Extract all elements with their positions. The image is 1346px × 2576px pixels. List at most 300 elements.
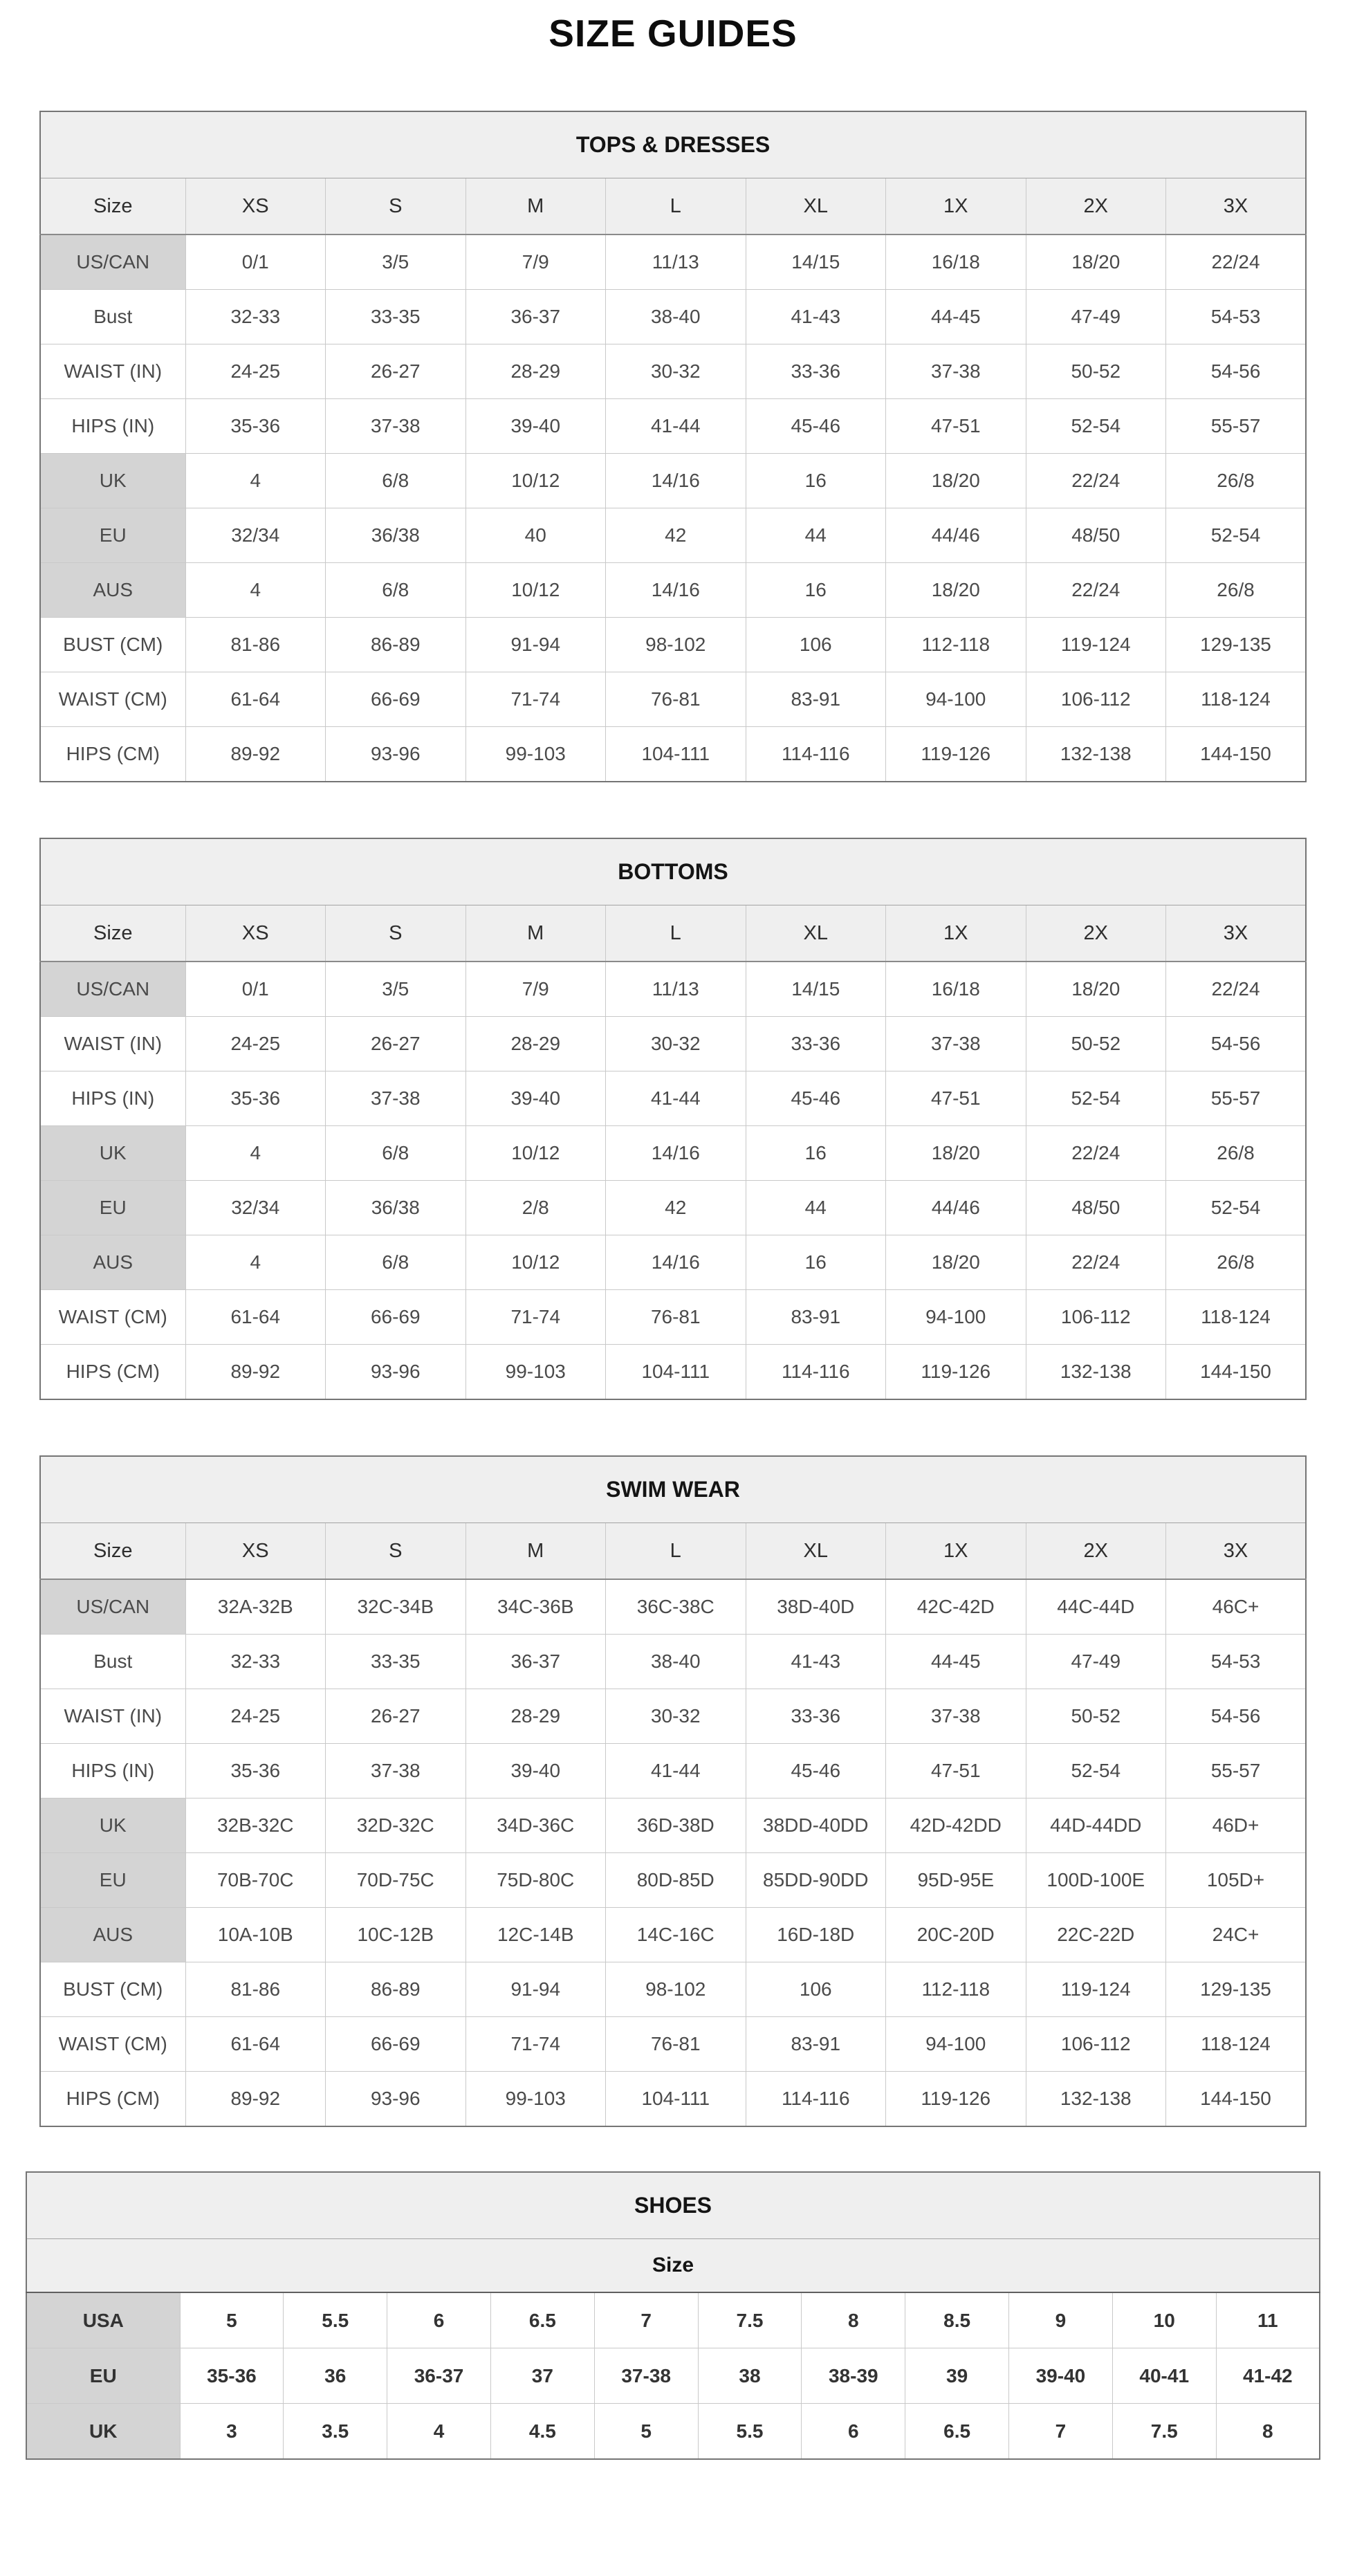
size-value-cell: 18/20 bbox=[886, 1235, 1026, 1290]
size-value-cell: 85DD-90DD bbox=[746, 1853, 886, 1908]
tops-dresses-row-label-5: EU bbox=[40, 508, 185, 563]
size-table-swim-wear bbox=[39, 1455, 1307, 2127]
table-row bbox=[40, 618, 1306, 672]
size-value-cell: 28-29 bbox=[465, 344, 606, 399]
size-value-cell: 37-38 bbox=[886, 1017, 1026, 1071]
size-value-cell: 70D-75C bbox=[326, 1853, 466, 1908]
table-row bbox=[40, 1126, 1306, 1181]
size-value-cell: 22/24 bbox=[1026, 563, 1166, 618]
size-value-cell: 47-51 bbox=[886, 399, 1026, 454]
table-row bbox=[40, 2017, 1306, 2072]
tops-dresses-column-header-3: M bbox=[465, 178, 606, 235]
size-value-cell: 28-29 bbox=[465, 1017, 606, 1071]
size-table-bottoms bbox=[39, 838, 1307, 1400]
table-row bbox=[40, 508, 1306, 563]
size-value-cell: 46D+ bbox=[1166, 1798, 1307, 1853]
size-value-cell: 93-96 bbox=[326, 2072, 466, 2127]
size-value-cell: 42 bbox=[606, 1181, 746, 1235]
size-value-cell: 3.5 bbox=[284, 2404, 387, 2460]
swim-wear-row-label-4: UK bbox=[40, 1798, 185, 1853]
size-value-cell: 37-38 bbox=[886, 344, 1026, 399]
shoes-row-label-2: UK bbox=[26, 2404, 180, 2460]
size-value-cell: 36C-38C bbox=[606, 1579, 746, 1635]
size-value-cell: 18/20 bbox=[886, 1126, 1026, 1181]
size-value-cell: 24-25 bbox=[185, 1017, 326, 1071]
size-value-cell: 144-150 bbox=[1166, 2072, 1307, 2127]
swim-wear-column-header-4: L bbox=[606, 1523, 746, 1580]
size-value-cell: 39-40 bbox=[465, 1744, 606, 1798]
size-value-cell: 41-44 bbox=[606, 1071, 746, 1126]
size-value-cell: 76-81 bbox=[606, 672, 746, 727]
size-value-cell: 4 bbox=[185, 563, 326, 618]
size-value-cell: 52-54 bbox=[1026, 1071, 1166, 1126]
size-value-cell: 38D-40D bbox=[746, 1579, 886, 1635]
size-value-cell: 118-124 bbox=[1166, 2017, 1307, 2072]
size-value-cell: 35-36 bbox=[180, 2348, 284, 2404]
size-value-cell: 37-38 bbox=[326, 1071, 466, 1126]
size-value-cell: 30-32 bbox=[606, 1017, 746, 1071]
size-value-cell: 14/16 bbox=[606, 454, 746, 508]
size-value-cell: 104-111 bbox=[606, 1345, 746, 1400]
size-value-cell: 104-111 bbox=[606, 727, 746, 782]
size-value-cell: 100D-100E bbox=[1026, 1853, 1166, 1908]
size-value-cell: 37-38 bbox=[886, 1689, 1026, 1744]
bottoms-table-title: BOTTOMS bbox=[40, 838, 1306, 905]
size-value-cell: 81-86 bbox=[185, 618, 326, 672]
size-value-cell: 24-25 bbox=[185, 1689, 326, 1744]
size-value-cell: 5.5 bbox=[698, 2404, 802, 2460]
table-row bbox=[40, 672, 1306, 727]
size-value-cell: 20C-20D bbox=[886, 1908, 1026, 1962]
table-row bbox=[40, 1908, 1306, 1962]
size-value-cell: 38-39 bbox=[802, 2348, 905, 2404]
tops-dresses-column-header-1: XS bbox=[185, 178, 326, 235]
size-value-cell: 37-38 bbox=[594, 2348, 698, 2404]
size-value-cell: 22/24 bbox=[1166, 962, 1307, 1017]
tops-dresses-row-label-2: WAIST (IN) bbox=[40, 344, 185, 399]
size-value-cell: 47-49 bbox=[1026, 290, 1166, 344]
size-value-cell: 32-33 bbox=[185, 1635, 326, 1689]
size-value-cell: 7/9 bbox=[465, 962, 606, 1017]
bottoms-column-header-0: Size bbox=[40, 905, 185, 962]
swim-wear-row-label-1: Bust bbox=[40, 1635, 185, 1689]
size-value-cell: 55-57 bbox=[1166, 1744, 1307, 1798]
size-value-cell: 6/8 bbox=[326, 563, 466, 618]
size-value-cell: 8.5 bbox=[905, 2292, 1009, 2348]
bottoms-column-header-8: 3X bbox=[1166, 905, 1307, 962]
size-value-cell: 32B-32C bbox=[185, 1798, 326, 1853]
size-value-cell: 86-89 bbox=[326, 1962, 466, 2017]
size-value-cell: 94-100 bbox=[886, 1290, 1026, 1345]
size-value-cell: 114-116 bbox=[746, 1345, 886, 1400]
size-value-cell: 89-92 bbox=[185, 2072, 326, 2127]
table-row bbox=[40, 1345, 1306, 1400]
size-value-cell: 32-33 bbox=[185, 290, 326, 344]
swim-wear-row-label-0: US/CAN bbox=[40, 1579, 185, 1635]
size-value-cell: 8 bbox=[802, 2292, 905, 2348]
size-value-cell: 89-92 bbox=[185, 1345, 326, 1400]
size-value-cell: 37-38 bbox=[326, 399, 466, 454]
size-value-cell: 91-94 bbox=[465, 1962, 606, 2017]
bottoms-row-label-7: HIPS (CM) bbox=[40, 1345, 185, 1400]
size-value-cell: 16 bbox=[746, 563, 886, 618]
size-value-cell: 12C-14B bbox=[465, 1908, 606, 1962]
table-row bbox=[40, 1181, 1306, 1235]
size-header-row bbox=[40, 1523, 1306, 1580]
size-value-cell: 47-51 bbox=[886, 1071, 1026, 1126]
size-value-cell: 52-54 bbox=[1026, 399, 1166, 454]
size-value-cell: 36 bbox=[284, 2348, 387, 2404]
size-value-cell: 37 bbox=[490, 2348, 594, 2404]
size-value-cell: 4 bbox=[185, 454, 326, 508]
size-value-cell: 38-40 bbox=[606, 290, 746, 344]
size-value-cell: 50-52 bbox=[1026, 1017, 1166, 1071]
size-value-cell: 39 bbox=[905, 2348, 1009, 2404]
size-value-cell: 106 bbox=[746, 1962, 886, 2017]
bottoms-row-label-5: AUS bbox=[40, 1235, 185, 1290]
size-value-cell: 4 bbox=[387, 2404, 491, 2460]
size-value-cell: 48/50 bbox=[1026, 1181, 1166, 1235]
size-value-cell: 38-40 bbox=[606, 1635, 746, 1689]
size-value-cell: 48/50 bbox=[1026, 508, 1166, 563]
size-value-cell: 129-135 bbox=[1166, 618, 1307, 672]
size-value-cell: 16/18 bbox=[886, 962, 1026, 1017]
size-value-cell: 11 bbox=[1216, 2292, 1320, 2348]
table-title-row bbox=[26, 2172, 1320, 2239]
swim-wear-row-label-2: WAIST (IN) bbox=[40, 1689, 185, 1744]
size-value-cell: 41-44 bbox=[606, 399, 746, 454]
size-value-cell: 129-135 bbox=[1166, 1962, 1307, 2017]
size-value-cell: 6.5 bbox=[490, 2292, 594, 2348]
size-value-cell: 71-74 bbox=[465, 2017, 606, 2072]
size-value-cell: 33-35 bbox=[326, 1635, 466, 1689]
size-value-cell: 114-116 bbox=[746, 727, 886, 782]
size-value-cell: 35-36 bbox=[185, 399, 326, 454]
size-value-cell: 95D-95E bbox=[886, 1853, 1026, 1908]
size-value-cell: 4.5 bbox=[490, 2404, 594, 2460]
size-guides-page bbox=[0, 11, 1346, 2460]
page-title: SIZE GUIDES bbox=[548, 12, 798, 55]
size-value-cell: 46C+ bbox=[1166, 1579, 1307, 1635]
table-row bbox=[40, 454, 1306, 508]
size-value-cell: 14/16 bbox=[606, 1126, 746, 1181]
size-value-cell: 44-45 bbox=[886, 290, 1026, 344]
size-value-cell: 33-36 bbox=[746, 344, 886, 399]
size-value-cell: 83-91 bbox=[746, 1290, 886, 1345]
size-value-cell: 26/8 bbox=[1166, 1235, 1307, 1290]
size-value-cell: 45-46 bbox=[746, 1744, 886, 1798]
table-row bbox=[26, 2348, 1320, 2404]
size-value-cell: 6 bbox=[387, 2292, 491, 2348]
tops-dresses-column-header-5: XL bbox=[746, 178, 886, 235]
size-value-cell: 32/34 bbox=[185, 508, 326, 563]
swim-wear-row-label-7: BUST (CM) bbox=[40, 1962, 185, 2017]
size-value-cell: 81-86 bbox=[185, 1962, 326, 2017]
size-value-cell: 55-57 bbox=[1166, 399, 1307, 454]
size-value-cell: 83-91 bbox=[746, 672, 886, 727]
size-value-cell: 70B-70C bbox=[185, 1853, 326, 1908]
size-value-cell: 47-51 bbox=[886, 1744, 1026, 1798]
table-row bbox=[40, 290, 1306, 344]
size-value-cell: 22/24 bbox=[1026, 454, 1166, 508]
size-table-shoes bbox=[26, 2171, 1320, 2460]
size-value-cell: 119-124 bbox=[1026, 1962, 1166, 2017]
size-value-cell: 41-43 bbox=[746, 1635, 886, 1689]
size-value-cell: 10C-12B bbox=[326, 1908, 466, 1962]
size-value-cell: 76-81 bbox=[606, 1290, 746, 1345]
size-value-cell: 94-100 bbox=[886, 672, 1026, 727]
size-value-cell: 7 bbox=[1009, 2404, 1113, 2460]
size-value-cell: 6 bbox=[802, 2404, 905, 2460]
size-value-cell: 132-138 bbox=[1026, 727, 1166, 782]
size-value-cell: 35-36 bbox=[185, 1071, 326, 1126]
size-value-cell: 34D-36C bbox=[465, 1798, 606, 1853]
size-value-cell: 6/8 bbox=[326, 1126, 466, 1181]
size-value-cell: 105D+ bbox=[1166, 1853, 1307, 1908]
size-value-cell: 36-37 bbox=[387, 2348, 491, 2404]
table-row bbox=[40, 1017, 1306, 1071]
size-value-cell: 24-25 bbox=[185, 344, 326, 399]
size-value-cell: 33-36 bbox=[746, 1689, 886, 1744]
size-value-cell: 32A-32B bbox=[185, 1579, 326, 1635]
size-header-row bbox=[40, 905, 1306, 962]
size-value-cell: 36D-38D bbox=[606, 1798, 746, 1853]
size-value-cell: 14/15 bbox=[746, 234, 886, 290]
size-value-cell: 16 bbox=[746, 454, 886, 508]
size-value-cell: 26-27 bbox=[326, 344, 466, 399]
size-value-cell: 112-118 bbox=[886, 618, 1026, 672]
size-value-cell: 7 bbox=[594, 2292, 698, 2348]
size-value-cell: 16 bbox=[746, 1235, 886, 1290]
size-value-cell: 38DD-40DD bbox=[746, 1798, 886, 1853]
tops-dresses-column-header-0: Size bbox=[40, 178, 185, 235]
size-value-cell: 14/15 bbox=[746, 962, 886, 1017]
size-value-cell: 44D-44DD bbox=[1026, 1798, 1166, 1853]
tops-dresses-row-label-6: AUS bbox=[40, 563, 185, 618]
table-row bbox=[26, 2404, 1320, 2460]
size-value-cell: 106-112 bbox=[1026, 1290, 1166, 1345]
bottoms-column-header-6: 1X bbox=[886, 905, 1026, 962]
size-value-cell: 14/16 bbox=[606, 563, 746, 618]
size-value-cell: 10/12 bbox=[465, 454, 606, 508]
table-row bbox=[40, 727, 1306, 782]
size-value-cell: 80D-85D bbox=[606, 1853, 746, 1908]
table-title-row bbox=[40, 1456, 1306, 1523]
bottoms-row-label-1: WAIST (IN) bbox=[40, 1017, 185, 1071]
size-value-cell: 10A-10B bbox=[185, 1908, 326, 1962]
size-value-cell: 6/8 bbox=[326, 454, 466, 508]
size-value-cell: 2/8 bbox=[465, 1181, 606, 1235]
size-value-cell: 52-54 bbox=[1026, 1744, 1166, 1798]
size-value-cell: 119-124 bbox=[1026, 618, 1166, 672]
table-row bbox=[40, 2072, 1306, 2127]
size-value-cell: 3/5 bbox=[326, 234, 466, 290]
size-value-cell: 71-74 bbox=[465, 672, 606, 727]
size-value-cell: 45-46 bbox=[746, 1071, 886, 1126]
table-row bbox=[40, 1853, 1306, 1908]
swim-wear-column-header-7: 2X bbox=[1026, 1523, 1166, 1580]
size-value-cell: 61-64 bbox=[185, 2017, 326, 2072]
swim-wear-row-label-8: WAIST (CM) bbox=[40, 2017, 185, 2072]
size-value-cell: 118-124 bbox=[1166, 672, 1307, 727]
bottoms-row-label-2: HIPS (IN) bbox=[40, 1071, 185, 1126]
tops-dresses-column-header-7: 2X bbox=[1026, 178, 1166, 235]
table-row bbox=[40, 1962, 1306, 2017]
size-value-cell: 32C-34B bbox=[326, 1579, 466, 1635]
size-value-cell: 76-81 bbox=[606, 2017, 746, 2072]
size-value-cell: 36/38 bbox=[326, 1181, 466, 1235]
size-value-cell: 4 bbox=[185, 1126, 326, 1181]
size-value-cell: 26/8 bbox=[1166, 563, 1307, 618]
size-value-cell: 8 bbox=[1216, 2404, 1320, 2460]
size-value-cell: 99-103 bbox=[465, 1345, 606, 1400]
size-value-cell: 119-126 bbox=[886, 1345, 1026, 1400]
size-value-cell: 22/24 bbox=[1026, 1235, 1166, 1290]
tops-dresses-row-label-1: Bust bbox=[40, 290, 185, 344]
table-row bbox=[40, 1635, 1306, 1689]
size-value-cell: 26-27 bbox=[326, 1017, 466, 1071]
tops-dresses-row-label-9: HIPS (CM) bbox=[40, 727, 185, 782]
size-value-cell: 104-111 bbox=[606, 2072, 746, 2127]
size-value-cell: 75D-80C bbox=[465, 1853, 606, 1908]
size-value-cell: 38 bbox=[698, 2348, 802, 2404]
size-value-cell: 66-69 bbox=[326, 1290, 466, 1345]
size-value-cell: 5 bbox=[180, 2292, 284, 2348]
size-value-cell: 132-138 bbox=[1026, 1345, 1166, 1400]
swim-wear-column-header-8: 3X bbox=[1166, 1523, 1307, 1580]
size-value-cell: 98-102 bbox=[606, 618, 746, 672]
size-value-cell: 66-69 bbox=[326, 2017, 466, 2072]
table-row bbox=[40, 962, 1306, 1017]
size-value-cell: 99-103 bbox=[465, 2072, 606, 2127]
size-value-cell: 44C-44D bbox=[1026, 1579, 1166, 1635]
size-value-cell: 45-46 bbox=[746, 399, 886, 454]
table-title-row bbox=[40, 111, 1306, 178]
size-value-cell: 18/20 bbox=[886, 563, 1026, 618]
swim-wear-row-label-5: EU bbox=[40, 1853, 185, 1908]
tops-dresses-column-header-4: L bbox=[606, 178, 746, 235]
size-value-cell: 22C-22D bbox=[1026, 1908, 1166, 1962]
size-value-cell: 54-53 bbox=[1166, 1635, 1307, 1689]
size-value-cell: 44/46 bbox=[886, 1181, 1026, 1235]
shoes-table-title: SHOES bbox=[26, 2172, 1320, 2239]
swim-wear-row-label-9: HIPS (CM) bbox=[40, 2072, 185, 2127]
size-value-cell: 118-124 bbox=[1166, 1290, 1307, 1345]
shoes-row-label-1: EU bbox=[26, 2348, 180, 2404]
size-value-cell: 18/20 bbox=[886, 454, 1026, 508]
size-value-cell: 132-138 bbox=[1026, 2072, 1166, 2127]
size-value-cell: 26/8 bbox=[1166, 1126, 1307, 1181]
size-value-cell: 10/12 bbox=[465, 1235, 606, 1290]
size-value-cell: 39-40 bbox=[465, 399, 606, 454]
size-value-cell: 89-92 bbox=[185, 727, 326, 782]
size-value-cell: 66-69 bbox=[326, 672, 466, 727]
size-value-cell: 11/13 bbox=[606, 234, 746, 290]
size-value-cell: 44-45 bbox=[886, 1635, 1026, 1689]
table-row bbox=[40, 1235, 1306, 1290]
table-row bbox=[40, 1290, 1306, 1345]
size-value-cell: 39-40 bbox=[465, 1071, 606, 1126]
size-value-cell: 4 bbox=[185, 1235, 326, 1290]
table-title-row bbox=[40, 838, 1306, 905]
table-row bbox=[40, 344, 1306, 399]
swim-wear-row-label-6: AUS bbox=[40, 1908, 185, 1962]
size-value-cell: 41-44 bbox=[606, 1744, 746, 1798]
size-value-cell: 0/1 bbox=[185, 962, 326, 1017]
size-value-cell: 98-102 bbox=[606, 1962, 746, 2017]
table-row bbox=[40, 1579, 1306, 1635]
size-value-cell: 7.5 bbox=[698, 2292, 802, 2348]
size-value-cell: 9 bbox=[1009, 2292, 1113, 2348]
shoes-size-subheader: Size bbox=[26, 2239, 1320, 2293]
size-value-cell: 18/20 bbox=[1026, 962, 1166, 1017]
size-value-cell: 47-49 bbox=[1026, 1635, 1166, 1689]
table-row bbox=[40, 234, 1306, 290]
size-value-cell: 11/13 bbox=[606, 962, 746, 1017]
size-value-cell: 39-40 bbox=[1009, 2348, 1113, 2404]
swim-wear-column-header-2: S bbox=[326, 1523, 466, 1580]
tops-dresses-row-label-8: WAIST (CM) bbox=[40, 672, 185, 727]
size-value-cell: 71-74 bbox=[465, 1290, 606, 1345]
bottoms-column-header-2: S bbox=[326, 905, 466, 962]
bottoms-row-label-6: WAIST (CM) bbox=[40, 1290, 185, 1345]
size-value-cell: 14C-16C bbox=[606, 1908, 746, 1962]
tops-dresses-column-header-6: 1X bbox=[886, 178, 1026, 235]
swim-wear-column-header-1: XS bbox=[185, 1523, 326, 1580]
swim-wear-column-header-5: XL bbox=[746, 1523, 886, 1580]
size-value-cell: 61-64 bbox=[185, 1290, 326, 1345]
bottoms-column-header-7: 2X bbox=[1026, 905, 1166, 962]
size-value-cell: 52-54 bbox=[1166, 1181, 1307, 1235]
size-value-cell: 7/9 bbox=[465, 234, 606, 290]
tops-dresses-table-title: TOPS & DRESSES bbox=[40, 111, 1306, 178]
size-value-cell: 54-56 bbox=[1166, 344, 1307, 399]
size-value-cell: 99-103 bbox=[465, 727, 606, 782]
size-value-cell: 5.5 bbox=[284, 2292, 387, 2348]
table-row bbox=[40, 1798, 1306, 1853]
size-value-cell: 28-29 bbox=[465, 1689, 606, 1744]
bottoms-column-header-1: XS bbox=[185, 905, 326, 962]
size-value-cell: 44 bbox=[746, 508, 886, 563]
size-value-cell: 41-42 bbox=[1216, 2348, 1320, 2404]
size-value-cell: 5 bbox=[594, 2404, 698, 2460]
size-value-cell: 24C+ bbox=[1166, 1908, 1307, 1962]
size-value-cell: 50-52 bbox=[1026, 344, 1166, 399]
table-row bbox=[40, 399, 1306, 454]
size-value-cell: 6.5 bbox=[905, 2404, 1009, 2460]
size-value-cell: 91-94 bbox=[465, 618, 606, 672]
size-value-cell: 36/38 bbox=[326, 508, 466, 563]
size-value-cell: 34C-36B bbox=[465, 1579, 606, 1635]
size-value-cell: 54-53 bbox=[1166, 290, 1307, 344]
size-subheader-row bbox=[26, 2239, 1320, 2293]
size-value-cell: 7.5 bbox=[1112, 2404, 1216, 2460]
bottoms-row-label-4: EU bbox=[40, 1181, 185, 1235]
size-value-cell: 0/1 bbox=[185, 234, 326, 290]
bottoms-row-label-0: US/CAN bbox=[40, 962, 185, 1017]
size-value-cell: 26-27 bbox=[326, 1689, 466, 1744]
size-value-cell: 83-91 bbox=[746, 2017, 886, 2072]
table-row bbox=[40, 1689, 1306, 1744]
size-value-cell: 14/16 bbox=[606, 1235, 746, 1290]
tops-dresses-row-label-7: BUST (CM) bbox=[40, 618, 185, 672]
size-value-cell: 44/46 bbox=[886, 508, 1026, 563]
bottoms-row-label-3: UK bbox=[40, 1126, 185, 1181]
size-value-cell: 32D-32C bbox=[326, 1798, 466, 1853]
size-value-cell: 42D-42DD bbox=[886, 1798, 1026, 1853]
size-value-cell: 22/24 bbox=[1166, 234, 1307, 290]
tops-dresses-column-header-2: S bbox=[326, 178, 466, 235]
